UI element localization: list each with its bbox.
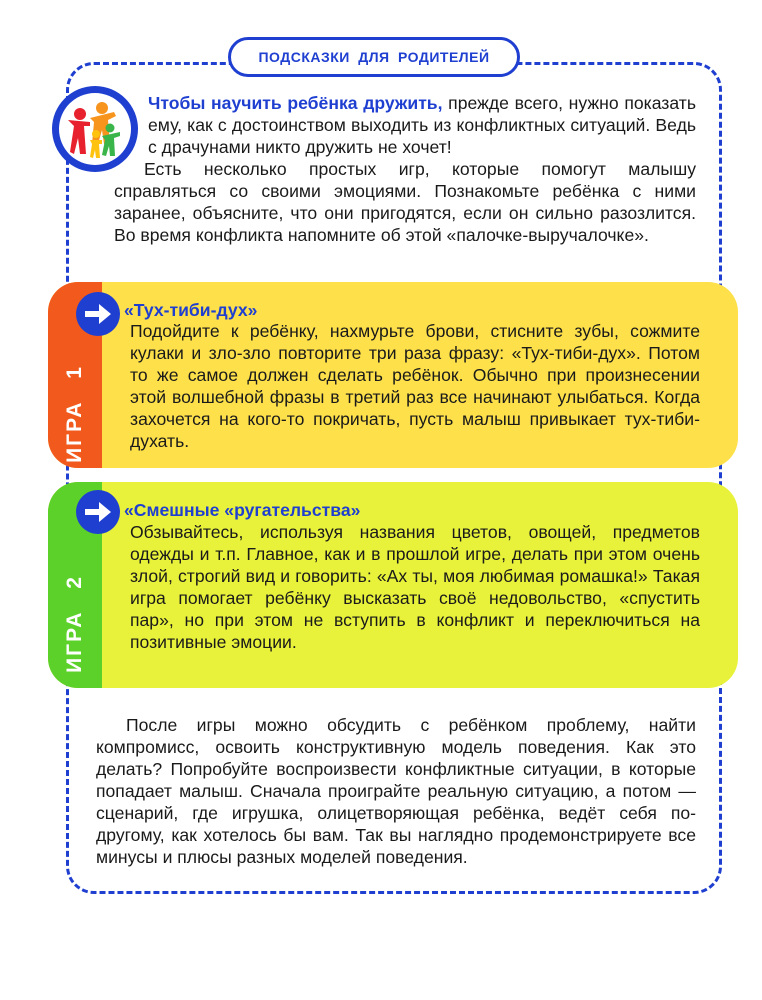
intro-text-1: прежде всего, нужно показать ему, как с достоинством выходить из конфликтных ситуаций. Ведь с драчунами никто дружить не хочет! xyxy=(148,93,696,157)
intro-text-2: Есть несколько простых игр, которые помогут малышу справляться со своими эмоциями. Познакомьте ребёнка с ними заранее, объясните, что они пригодятся, если он сильно разозлится. Во время конфликта напомните об этой «палочке-выручалочке». xyxy=(114,159,696,245)
arrow-right-icon xyxy=(76,292,120,336)
game-2-body: Обзывайтесь, используя названия цветов, овощей, предметов одежды и т.п. Главное, как и в прошлой игре, делать при этом очень злой, строгий вид и говорить: «Ах ты, моя любимая ромашка!» Такая игра помогает ребёнку высказать своё недовольство, «спустить пар», но при этом не вступить в конфликт и переключиться на позитивные эмоции. xyxy=(130,522,700,652)
game-1-tab-label: ИГРА 1 xyxy=(63,365,86,463)
intro-text xyxy=(114,92,696,246)
intro-lead: Чтобы научить ребёнка дружить, xyxy=(148,93,443,113)
game-2-tab-label: ИГРА 2 xyxy=(63,575,86,673)
arrow-right-icon xyxy=(76,490,120,534)
page-header xyxy=(228,37,520,77)
game-1-body: Подойдите к ребёнку, нахмурьте брови, стисните зубы, сожмите кулаки и зло-зло повторите три раза фразу: «Тух-тиби-дух». Потом то же самое должен сделать ребёнок. Обычно при произнесении этой волшебной фразы в третий раз все начинают улыбаться. Когда захочется на кого-то покричать, пусть малыш привыкает тух-тиби-духать. xyxy=(130,321,700,451)
game-2-title: «Смешные «ругательства» xyxy=(124,500,361,520)
game-1-title: «Тух-тиби-дух» xyxy=(124,300,258,320)
outro-text: После игры можно обсудить с ребёнком проблему, найти компромисс, освоить конструктивную модель поведения. Как это делать? Попробуйте воспроизвести конфликтные ситуации, в которые попадает малыш. Сначала проиграйте реальную ситуацию, а потом — сценарий, где игрушка, олицетворяющая ребёнка, ведёт себя по-другому, как хотелось бы вам. Так вы наглядно продемонстрируете все минусы и плюсы разных моделей поведения. xyxy=(96,715,696,867)
header-title: ПОДСКАЗКИ ДЛЯ РОДИТЕЛЕЙ xyxy=(258,49,490,65)
